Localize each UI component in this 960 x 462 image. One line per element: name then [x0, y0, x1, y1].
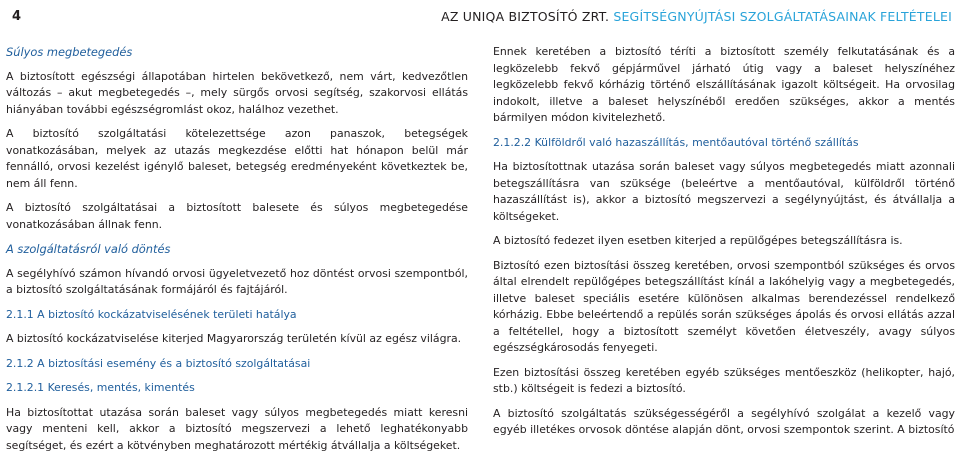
paragraph-search-rescue: Ha biztosítottat utazása során baleset vagy súlyos megbetegedés miatt keresni vagy menteni kell, akkor a biztosító megszervezi a lehető leghatékonyabb segítséget, és ezért a kötvényben meghatározott mértékig átvállalja a költségeket.	[6, 405, 468, 452]
page-header	[0, 0, 960, 36]
page-number: 4	[12, 9, 22, 24]
paragraph-air-transport: A biztosító fedezet ilyen esetben kiterjed a repülőgépes betegszállításra is.	[493, 234, 903, 247]
paragraph-severe-illness-definition: A biztosított egészségi állapotában hirtelen bekövetkező, nem várt, kedvezőtlen változás – akut megbetegedés –, mely sürgős orvosi segítség, szakorvosi ellátás hiányában további egészségromlást okoz, halálhoz vezethet.	[6, 69, 468, 116]
heading-2-1-1: 2.1.1 A biztosító kockázatviselésének területi hatálya	[6, 307, 297, 321]
running-title-subject: SEGÍTSÉGNYÚJTÁSI SZOLGÁLTATÁSAINAK FELTÉTELEI	[613, 9, 952, 24]
paragraph-necessity-decision: A biztosító szolgáltatás szükségességéről a segélyhívó szolgálat a kezelő vagy egyéb illetékes orvosok döntése alapján dönt, orvosi szempontok szerint. A biztosító	[493, 406, 955, 436]
running-title-company: AZ UNIQA BIZTOSÍTÓ ZRT.	[441, 9, 610, 24]
paragraph-territorial-scope: A biztosító kockázatviselése kiterjed Magyarország területén kívül az egész világra.	[6, 332, 462, 345]
section-title-severe-illness: Súlyos megbetegedés	[6, 45, 133, 59]
paragraph-decision: A segélyhívó számon hívandó orvosi ügyeletvezető hoz döntést orvosi szempontból, a biztosító szolgáltatásának formájáról és fajtájáról.	[6, 266, 468, 296]
paragraph-service-scope: A biztosító szolgáltatásai a biztosított balesete és súlyos megbetegedése vonatkozásában állnak fenn.	[6, 201, 468, 231]
section-title-decision: A szolgáltatásról való döntés	[6, 242, 171, 256]
left-column	[6, 44, 468, 462]
running-title	[441, 9, 952, 24]
heading-2-1-2: 2.1.2 A biztosítási esemény és a biztosító szolgáltatásai	[6, 356, 311, 370]
paragraph-exclusion: A biztosító szolgáltatási kötelezettsége azon panaszok, betegségek vonatkozásában, melyek az utazás megkezdése előtti hat hónapon belül már fennálló, orvosi kezelést igénylő baleset, betegség eredményeként következtek be, nem áll fenn.	[6, 127, 468, 190]
paragraph-other-rescue-means: Ezen biztosítási összeg keretében egyéb szükséges mentőeszköz (helikopter, hajó, stb.) költségeit is fedezi a biztosító.	[493, 365, 955, 395]
heading-2-1-2-2: 2.1.2.2 Külföldről való hazaszállítás, mentőautóval történő szállítás	[493, 135, 859, 149]
paragraph-air-ambulance: Biztosító ezen biztosítási összeg keretében, orvosi szempontból szükséges és orvos által elrendelt repülőgépes betegszállítást kínál a lakóhelyig vagy a megbetegedés, illetve baleset speciális esetére különösen alkalmas berendezéssel rendelkező kórházig. Ebbe beleértendő a repülés során szükséges ápolás és orvosi ellátás azzal a feltétellel, hogy a biztosított személyt követően életveszély, avagy súlyos egészségkárosodás fenyegeti.	[493, 258, 955, 354]
heading-2-1-2-1: 2.1.2.1 Keresés, mentés, kimentés	[6, 381, 195, 394]
right-column	[493, 44, 955, 447]
paragraph-repatriation: Ha biztosítottnak utazása során baleset vagy súlyos megbetegedés miatt azonnali betegszállításra van szüksége (beleértve a mentőautóval, külföldről történő hazaszállítást is), akkor a biztosító megszervezi a segélynyújtást, és átvállalja a költségeket.	[493, 160, 955, 223]
paragraph-rescue-costs: Ennek keretében a biztosító téríti a biztosított személy felkutatásának és a legközelebb fekvő gépjárművel járható útig vagy a baleset helyszínéhez legközelebb fekvő kórházig történő elszállításának igazolt költségeit. Ha orvosilag indokolt, illetve a baleset helyszínéből eredően szükséges, akkor a mentés bármilyen módon kivitelezhető.	[493, 45, 955, 124]
